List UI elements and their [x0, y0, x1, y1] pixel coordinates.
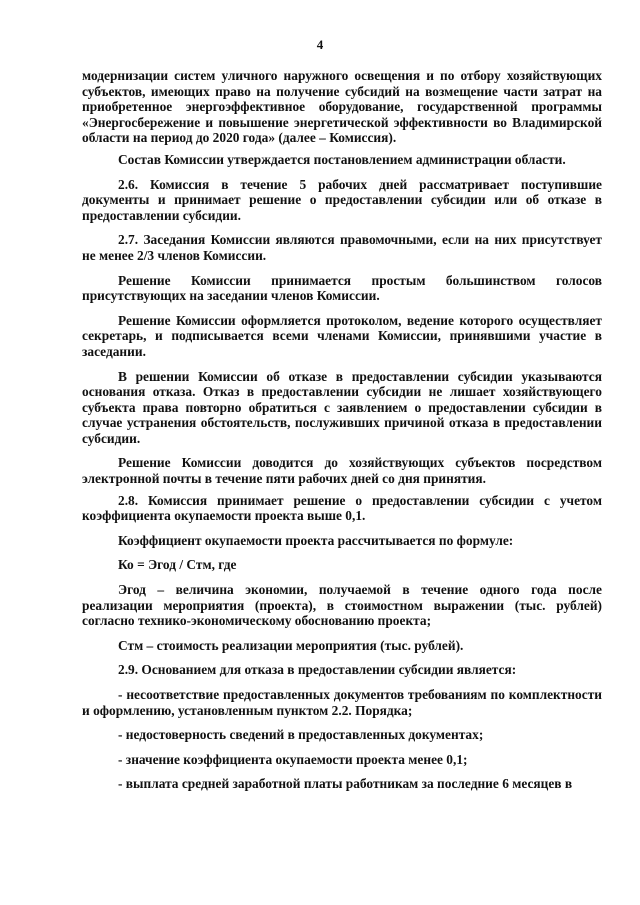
- page-number: 4: [316, 37, 324, 52]
- paragraph-commission-intro: модернизации систем уличного наружного освещения и по отбору хозяйствующих субъектов, имеющих право на получение субсидий на возмещение части затрат на приобретенное энергоэффективное оборудование, государственной программы «Энергосбережение и повышение энергетической эффективности во Владимирской области на период до 2020 года» (далее – Комиссия).: [82, 68, 602, 146]
- document-body: [82, 68, 602, 792]
- paragraph-2-8: 2.8. Комиссия принимает решение о предоставлении субсидии с учетом коэффициента окупаемости проекта выше 0,1.: [82, 492, 602, 524]
- paragraph-formula-intro: Коэффициент окупаемости проекта рассчитывается по формуле:: [118, 532, 514, 548]
- list-item: - несоответствие предоставленных документов требованиям по комплектности и оформлению, установленным пунктом 2.2. Порядка;: [82, 687, 602, 718]
- paragraph-2-6: 2.6. Комиссия в течение 5 рабочих дней рассматривает поступившие документы и принимает решение о предоставлении субсидии или об отказе в предоставлении субсидии.: [82, 176, 602, 223]
- paragraph-stm-definition: Стм – стоимость реализации мероприятия (тыс. рублей).: [118, 637, 464, 653]
- paragraph-decision-notice: Решение Комиссии доводится до хозяйствующих субъектов посредством электронной почты в течение пяти рабочих дней со дня принятия.: [82, 455, 602, 487]
- paragraph-2-9: 2.9. Основанием для отказа в предоставлении субсидии является:: [118, 662, 517, 678]
- paragraph-commission-composition: Состав Комиссии утверждается постановлением администрации области.: [118, 151, 566, 167]
- paragraph-2-7: 2.7. Заседания Комиссии являются правомочными, если на них присутствует не менее 2/3 членов Комиссии.: [82, 232, 602, 263]
- list-item: - значение коэффициента окупаемости проекта менее 0,1;: [118, 751, 468, 767]
- list-item: - выплата средней заработной платы работникам за последние 6 месяцев в: [118, 776, 573, 792]
- paragraph-egod-definition: Эгод – величина экономии, получаемой в течение одного года после реализации мероприятия (проекта), в стоимостном выражении (тыс. рублей) согласно технико-экономическому обоснованию проекта;: [82, 582, 602, 629]
- formula: Ко = Эгод / Стм, где: [118, 557, 237, 573]
- paragraph-decision-majority: Решение Комиссии принимается простым большинством голосов присутствующих на заседании членов Комиссии.: [82, 272, 602, 304]
- paragraph-decision-protocol: Решение Комиссии оформляется протоколом, ведение которого осуществляет секретарь, и подписывается всеми членами Комиссии, принявшими участие в заседании.: [82, 312, 602, 359]
- paragraph-refusal-grounds: В решении Комиссии об отказе в предоставлении субсидии указываются основания отказа. Отказ в предоставлении субсидии не лишает хозяйствующего субъекта права повторно обратиться с заявлением о предоставлении субсидии в случае устранения обстоятельств, послуживших причиной отказа в предоставлении субсидии.: [82, 368, 602, 446]
- list-item: - недостоверность сведений в предоставленных документах;: [118, 727, 484, 743]
